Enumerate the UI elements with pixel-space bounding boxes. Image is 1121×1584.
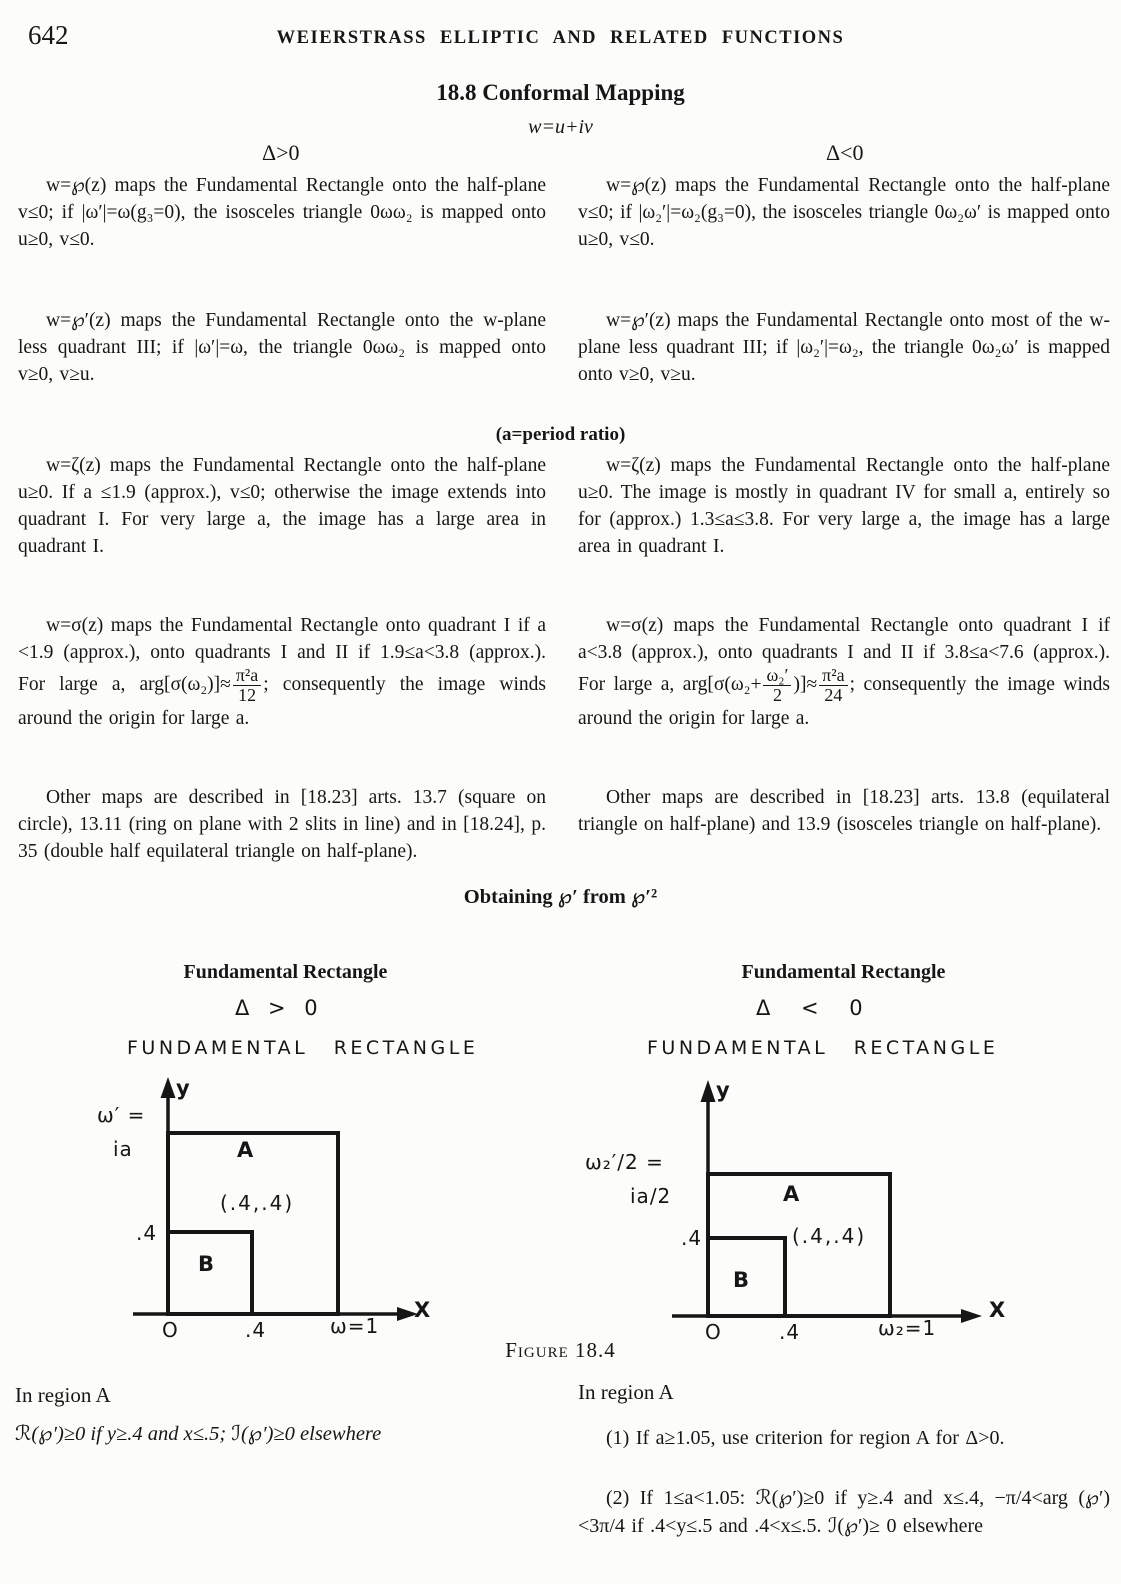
right-sigma-fraction: $\frac{\text{π²a}}{24}$ xyxy=(819,666,847,705)
left-paragraph-sigma xyxy=(18,612,546,732)
left-y-axis-arrow-icon xyxy=(161,1077,176,1098)
left-y-axis-label: y xyxy=(176,1076,191,1100)
right-x-tick: .4 xyxy=(779,1320,801,1344)
left-region-note-criterion: ℛ(℘′)≥0 if y≥.4 and x≤.5; ℐ(℘′)≥0 elsewhere xyxy=(15,1423,382,1445)
right-region-note-heading: In region A xyxy=(578,1380,674,1404)
left-origin-label: O xyxy=(162,1318,179,1342)
left-paragraph-p-function: w=℘(z) maps the Fundamental Rectangle onto the half-plane v≤0; if |ω′|=ω(g₃=0), the isosceles triangle 0ωω₂ is mapped onto u≥0, v≤0. xyxy=(18,175,546,250)
left-region-note-heading: In region A xyxy=(15,1383,111,1407)
right-sigma-inner-fraction: $\frac{\text{ω₂′}}{2}$ xyxy=(763,666,791,705)
right-paragraph-zeta: w=ζ(z) maps the Fundamental Rectangle onto the half-plane u≥0. The image is mostly in quadrant IV for small a, entirely so for (approx.) 1.3≤a≤3.8. For very large a, the image has a large area in quadrant I. xyxy=(578,455,1110,557)
right-region-a-label: A xyxy=(783,1182,801,1206)
right-x-axis-label: X xyxy=(989,1298,1007,1322)
right-paragraph-p-prime: w=℘′(z) maps the Fundamental Rectangle onto most of the w-plane less quadrant III; if |ω₂′|=ω₂, the triangle 0ω₂ω′ is mapped onto v≥0, v≥u. xyxy=(578,310,1110,385)
left-x-tick: .4 xyxy=(245,1318,267,1342)
page-number: 642 xyxy=(28,20,69,50)
right-region-b-label: B xyxy=(733,1268,751,1292)
right-figure-subtitle: FUNDAMENTAL RECTANGLE xyxy=(647,1037,999,1059)
right-omega-prime-label: ω₂′/2 = xyxy=(585,1150,664,1174)
right-sigma-text: w=σ(z) maps the Fundamental Rectangle onto quadrant I if a<3.8 (approx.), onto quadrants I and II if 3.8≤a<7.6 (approx.). For large a, arg[σ(ω₂+ xyxy=(578,615,1110,695)
right-sigma-text-end: ; consequently the image winds around the origin for large a. xyxy=(578,673,1110,729)
left-case-heading: Δ>0 xyxy=(262,140,300,165)
right-y-axis-arrow-icon xyxy=(701,1080,716,1102)
right-figure-diagram xyxy=(650,1075,1010,1330)
right-origin-label: O xyxy=(705,1320,722,1344)
left-omega-prime-label: ω′ = xyxy=(97,1103,146,1127)
left-x-axis-label: X xyxy=(414,1298,432,1322)
left-region-b-label: B xyxy=(198,1252,216,1276)
right-figure-condition: Δ < 0 xyxy=(756,996,875,1020)
right-sigma-text-mid: )]≈ xyxy=(793,673,818,695)
right-paragraph-sigma xyxy=(578,612,1110,732)
header-formula: w=u+iv xyxy=(528,116,593,138)
left-paragraph-other-maps: Other maps are described in [18.23] arts. 13.7 (square on circle), 13.11 (ring on plane with 2 slits in line) and in [18.24], p. 35 (double half equilateral triangle on half-plane). xyxy=(18,787,546,862)
right-omega2-1-tick: ω₂=1 xyxy=(878,1316,937,1340)
left-omega-1-tick: ω=1 xyxy=(330,1314,380,1338)
period-ratio-note: (a=period ratio) xyxy=(495,424,626,445)
right-paragraph-other-maps: Other maps are described in [18.23] arts. 13.8 (equilateral triangle on half-plane) and 13.9 (isosceles triangle on half-plane). xyxy=(578,787,1110,835)
left-ia-label: ia xyxy=(113,1137,133,1161)
left-sigma-text-end: ; consequently the image winds around the origin for large a. xyxy=(18,673,546,729)
figure-caption: Figure 18.4 xyxy=(505,1338,616,1362)
right-region-note-item1: (1) If a≥1.05, use criterion for region A for Δ>0. xyxy=(606,1427,1005,1449)
section-title: 18.8 Conformal Mapping xyxy=(436,80,685,105)
right-ia-label: ia/2 xyxy=(630,1184,672,1208)
left-sigma-fraction: $\frac{\text{π²a}}{12}$ xyxy=(233,666,261,705)
right-y-axis-label: y xyxy=(716,1078,731,1102)
left-figure-condition: Δ > 0 xyxy=(235,996,324,1020)
left-corner-coordinates: (.4,.4) xyxy=(220,1191,295,1215)
right-y-tick: .4 xyxy=(681,1226,703,1250)
right-x-axis-arrow-icon xyxy=(961,1309,982,1323)
right-figure-title: Fundamental Rectangle xyxy=(741,961,946,983)
left-paragraph-zeta: w=ζ(z) maps the Fundamental Rectangle onto the half-plane u≥0. If a ≤1.9 (approx.), v≤0; otherwise the image extends into quadrant I. For very large a, the image has a large area in quadrant I. xyxy=(18,455,546,557)
right-paragraph-p-function: w=℘(z) maps the Fundamental Rectangle onto the half-plane v≤0; if |ω₂′|=ω₂(g₃=0), the isosceles triangle 0ω₂ω′ is mapped onto u≥0, v≤0. xyxy=(578,175,1110,250)
left-y-tick: .4 xyxy=(136,1221,158,1245)
left-figure-subtitle: FUNDAMENTAL RECTANGLE xyxy=(127,1037,479,1059)
left-region-a-label: A xyxy=(237,1138,255,1162)
left-sigma-text: w=σ(z) maps the Fundamental Rectangle onto quadrant I if a <1.9 (approx.), onto quadrants I and II if 1.9≤a<3.8 (approx.). For large a, arg[σ(ω₂)]≈ xyxy=(18,615,546,695)
obtaining-note: Obtaining ℘′ from ℘′² xyxy=(463,886,658,908)
right-case-heading: Δ<0 xyxy=(826,140,864,165)
running-head: WEIERSTRASS ELLIPTIC AND RELATED FUNCTIONS xyxy=(276,28,845,48)
right-region-note-item2: (2) If 1≤a<1.05: ℛ(℘′)≥0 if y≥.4 and x≤.4, −π/4<arg (℘′)<3π/4 if .4<y≤.5 and .4<x≤.5. ℐ(℘′)≥ 0 elsewhere xyxy=(578,1487,1110,1537)
left-paragraph-p-prime: w=℘′(z) maps the Fundamental Rectangle onto the w-plane less quadrant III; if |ω′|=ω, the triangle 0ωω₂ is mapped onto v≥0, v≥u. xyxy=(18,310,546,385)
left-figure-title: Fundamental Rectangle xyxy=(183,961,388,983)
right-corner-coordinates: (.4,.4) xyxy=(792,1224,867,1248)
